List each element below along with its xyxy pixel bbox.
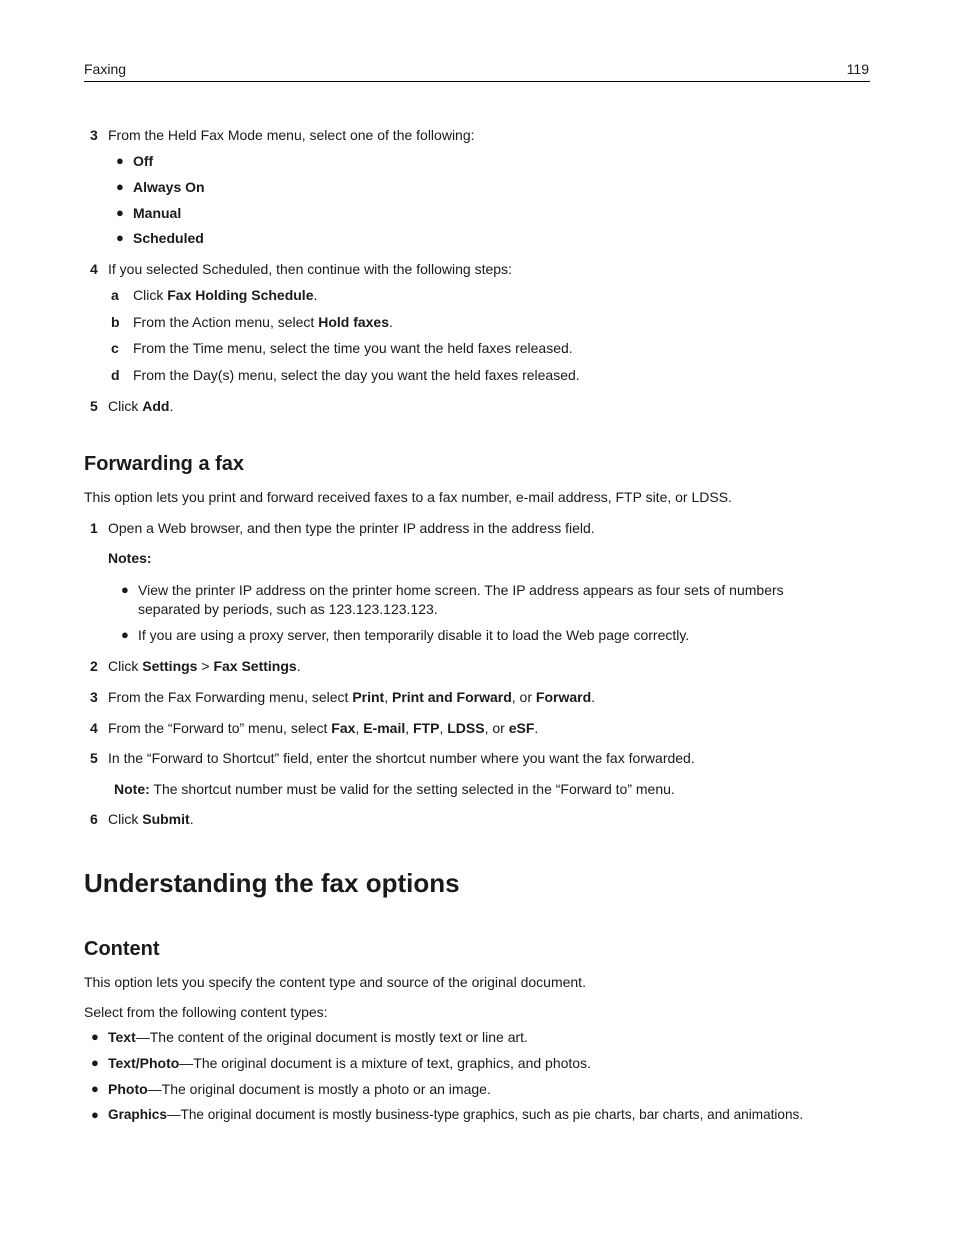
paragraph: This option lets you specify the content type and source of the original document. (84, 974, 586, 990)
step-text: From the Held Fax Mode menu, select one of the following: (108, 127, 475, 143)
bullet-icon: ● (116, 205, 124, 220)
substep-letter: c (111, 340, 119, 356)
bullet-icon: ● (116, 153, 124, 168)
step-number: 4 (90, 261, 98, 277)
bullet-icon: ● (91, 1107, 99, 1122)
header-rule (84, 81, 870, 82)
paragraph: This option lets you print and forward received faxes to a fax number, e-mail address, FTP site, or LDSS. (84, 489, 732, 505)
step-text: Click Settings > Fax Settings. (108, 658, 301, 674)
bullet-icon: ● (116, 230, 124, 245)
note-text: If you are using a proxy server, then temporarily disable it to load the Web page correctly. (138, 627, 690, 643)
list-item: Text—The content of the original document is mostly text or line art. (108, 1029, 528, 1045)
substep-text: Click Fax Holding Schedule. (133, 287, 318, 303)
bullet-icon: ● (116, 179, 124, 194)
option-item: Always On (133, 179, 205, 195)
substep-letter: b (111, 314, 120, 330)
note-text: View the printer IP address on the printer home screen. The IP address appears as four sets of numbers (138, 582, 784, 598)
option-item: Off (133, 153, 154, 169)
step-number: 5 (90, 398, 98, 414)
list-item: Photo—The original document is mostly a photo or an image. (108, 1081, 491, 1097)
paragraph: Select from the following content types: (84, 1004, 328, 1020)
page-number: 119 (846, 61, 869, 77)
step-number: 4 (90, 720, 98, 736)
step-text: Click Submit. (108, 811, 194, 827)
step-text: Click Add. (108, 398, 174, 414)
bullet-icon: ● (121, 627, 129, 642)
list-item: Text/Photo—The original document is a mixture of text, graphics, and photos. (108, 1055, 591, 1071)
step-text: Open a Web browser, and then type the printer IP address in the address field. (108, 520, 595, 536)
step-number: 1 (90, 520, 98, 536)
step-number: 3 (90, 689, 98, 705)
substep-letter: d (111, 367, 120, 383)
substep-letter: a (111, 287, 119, 303)
notes-label: Notes: (108, 550, 152, 566)
section-heading: Content (84, 938, 160, 960)
option-item: Scheduled (133, 230, 204, 246)
bullet-icon: ● (91, 1081, 99, 1096)
substep-text: From the Day(s) menu, select the day you want the held faxes released. (133, 367, 580, 383)
substep-text: From the Time menu, select the time you want the held faxes released. (133, 340, 573, 356)
step-text: From the Fax Forwarding menu, select Print, Print and Forward, or Forward. (108, 689, 596, 705)
step-text: In the “Forward to Shortcut” field, enter the shortcut number where you want the fax forwarded. (108, 750, 695, 766)
section-heading: Forwarding a fax (84, 453, 245, 475)
note-paragraph: Note: The shortcut number must be valid for the setting selected in the “Forward to” menu. (114, 781, 675, 797)
step-text: From the “Forward to” menu, select Fax, E-mail, FTP, LDSS, or eSF. (108, 720, 539, 736)
substep-text: From the Action menu, select Hold faxes. (133, 314, 393, 330)
bullet-icon: ● (121, 582, 129, 597)
step-number: 6 (90, 811, 98, 827)
step-text: If you selected Scheduled, then continue with the following steps: (108, 261, 512, 277)
step-number: 3 (90, 127, 98, 143)
option-item: Manual (133, 205, 182, 221)
chapter-heading: Understanding the fax options (84, 868, 460, 898)
step-number: 2 (90, 658, 98, 674)
running-header: Faxing (84, 61, 127, 77)
bullet-icon: ● (91, 1055, 99, 1070)
bullet-icon: ● (91, 1029, 99, 1044)
step-number: 5 (90, 750, 98, 766)
list-item: Graphics—The original document is mostly business-type graphics, such as pie charts, bar charts, and animations. (108, 1107, 804, 1122)
note-text: separated by periods, such as 123.123.123.123. (138, 601, 438, 617)
